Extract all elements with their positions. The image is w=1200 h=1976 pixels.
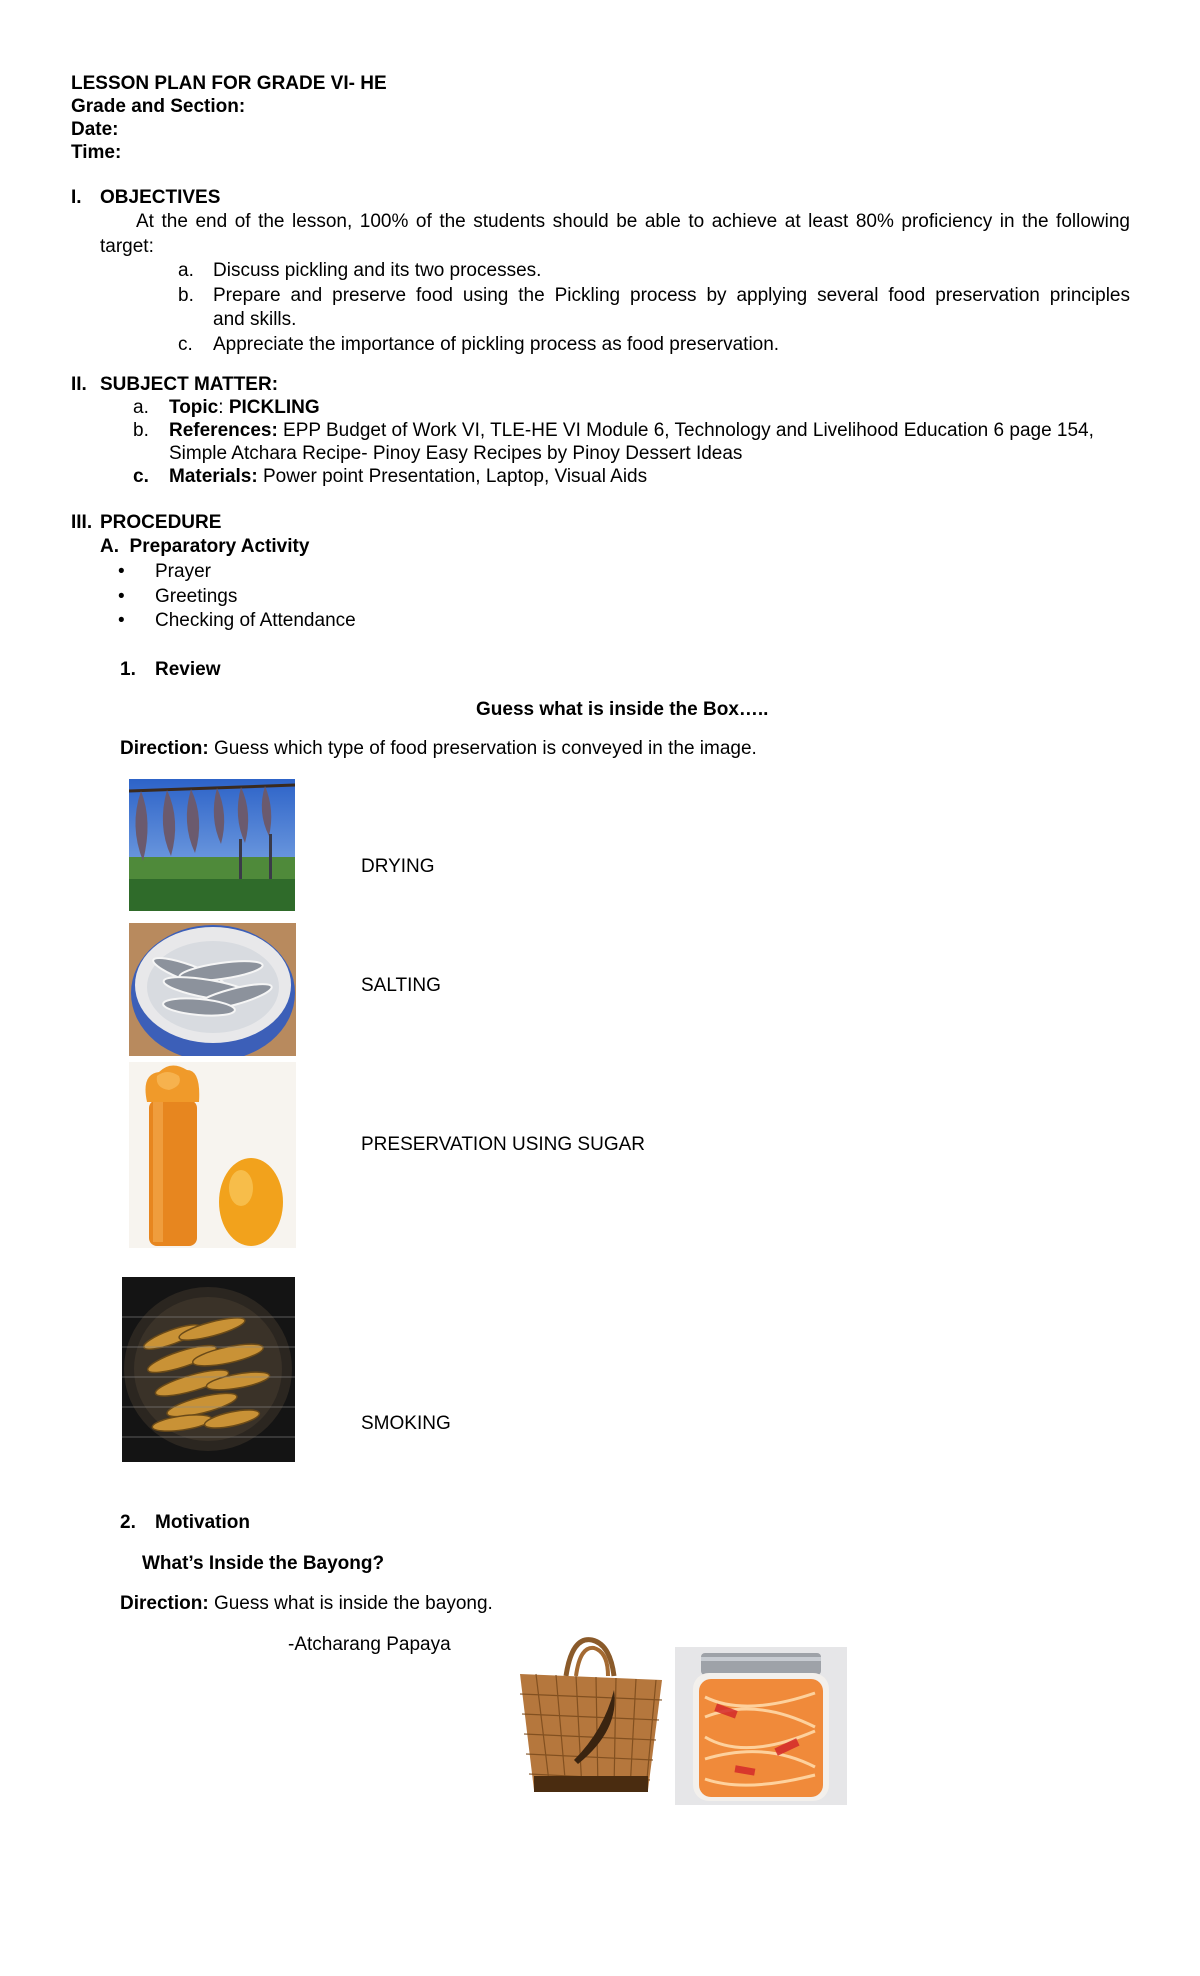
sugar-preservation-image — [129, 1062, 296, 1248]
review-direction — [120, 737, 757, 760]
salted-fish-icon — [129, 923, 296, 1056]
drying-fish-image — [129, 779, 295, 911]
topic-line — [169, 396, 320, 419]
bullet-item-greetings: Greetings — [155, 586, 238, 607]
subject-matter-heading: SUBJECT MATTER: — [100, 374, 279, 395]
objective-item: Prepare and preserve food using the Pickling process by applying several food preservation principles — [213, 285, 1130, 306]
objectives-heading: OBJECTIVES — [100, 187, 221, 208]
motivation-direction — [120, 1592, 493, 1615]
direction-label: Direction: — [120, 1593, 209, 1614]
bullet-dot: • — [118, 586, 125, 607]
references-line — [169, 419, 1094, 442]
materials-text: Power point Presentation, Laptop, Visual Aids — [257, 466, 648, 487]
materials-line — [169, 465, 647, 488]
topic-sep: : — [218, 397, 229, 418]
objective-item: Appreciate the importance of pickling process as food preservation. — [213, 334, 780, 355]
drying-fish-icon — [129, 779, 295, 911]
jam-jar-icon — [129, 1062, 296, 1248]
bullet-item-prayer: Prayer — [155, 561, 211, 582]
objective-marker: b. — [178, 285, 194, 306]
lesson-title: LESSON PLAN FOR GRADE VI- HE — [71, 73, 387, 94]
grade-section-label: Grade and Section: — [71, 96, 246, 117]
references-text-cont: Simple Atchara Recipe- Pinoy Easy Recipes by Pinoy Dessert Ideas — [169, 443, 743, 464]
review-heading: Review — [155, 659, 221, 680]
objective-marker: c. — [178, 334, 193, 355]
materials-label: Materials: — [169, 466, 258, 487]
references-text: EPP Budget of Work VI, TLE-HE VI Module 6, Technology and Livelihood Education 6 page 154, — [277, 420, 1094, 441]
references-label: References: — [169, 420, 278, 441]
review-number: 1. — [120, 659, 136, 680]
date-label: Date: — [71, 119, 119, 140]
motivation-title: What’s Inside the Bayong? — [142, 1553, 385, 1574]
motivation-heading: Motivation — [155, 1512, 250, 1533]
answer-salting: SALTING — [361, 975, 441, 996]
bayong-image — [516, 1634, 666, 1796]
bullet-dot: • — [118, 561, 125, 582]
topic-marker: a. — [133, 397, 149, 418]
direction-text: Guess which type of food preservation is conveyed in the image. — [208, 738, 757, 759]
preparatory-activity-heading: A. Preparatory Activity — [100, 536, 310, 557]
objective-item: Discuss pickling and its two processes. — [213, 260, 542, 281]
objectives-intro: At the end of the lesson, 100% of the students should be able to achieve at least 80% proficiency in the following — [136, 211, 1130, 232]
motivation-number: 2. — [120, 1512, 136, 1533]
materials-marker: c. — [133, 466, 149, 487]
atchara-jar-icon — [675, 1647, 847, 1805]
procedure-heading: PROCEDURE — [100, 512, 222, 533]
answer-drying: DRYING — [361, 856, 435, 877]
section-number-subject: II. — [71, 374, 87, 395]
salting-fish-image — [129, 923, 296, 1056]
bullet-item-attendance: Checking of Attendance — [155, 610, 356, 631]
objectives-intro-cont: target: — [100, 236, 154, 257]
motivation-answer: -Atcharang Papaya — [288, 1634, 451, 1655]
atchara-jar-image — [675, 1647, 847, 1805]
objective-marker: a. — [178, 260, 194, 281]
answer-smoking: SMOKING — [361, 1413, 451, 1434]
bullet-dot: • — [118, 610, 125, 631]
time-label: Time: — [71, 142, 122, 163]
direction-label: Direction: — [120, 738, 209, 759]
references-marker: b. — [133, 420, 149, 441]
smoked-fish-icon — [122, 1277, 295, 1462]
review-title: Guess what is inside the Box….. — [476, 699, 769, 720]
section-number-objectives: I. — [71, 187, 82, 208]
bayong-bag-icon — [516, 1634, 666, 1796]
topic-value: PICKLING — [228, 397, 320, 418]
objective-item-cont: and skills. — [213, 309, 297, 330]
smoking-fish-image — [122, 1277, 295, 1462]
answer-sugar: PRESERVATION USING SUGAR — [361, 1134, 645, 1155]
topic-label: Topic — [169, 397, 219, 418]
section-number-procedure: III. — [71, 512, 93, 533]
direction-text: Guess what is inside the bayong. — [208, 1593, 493, 1614]
